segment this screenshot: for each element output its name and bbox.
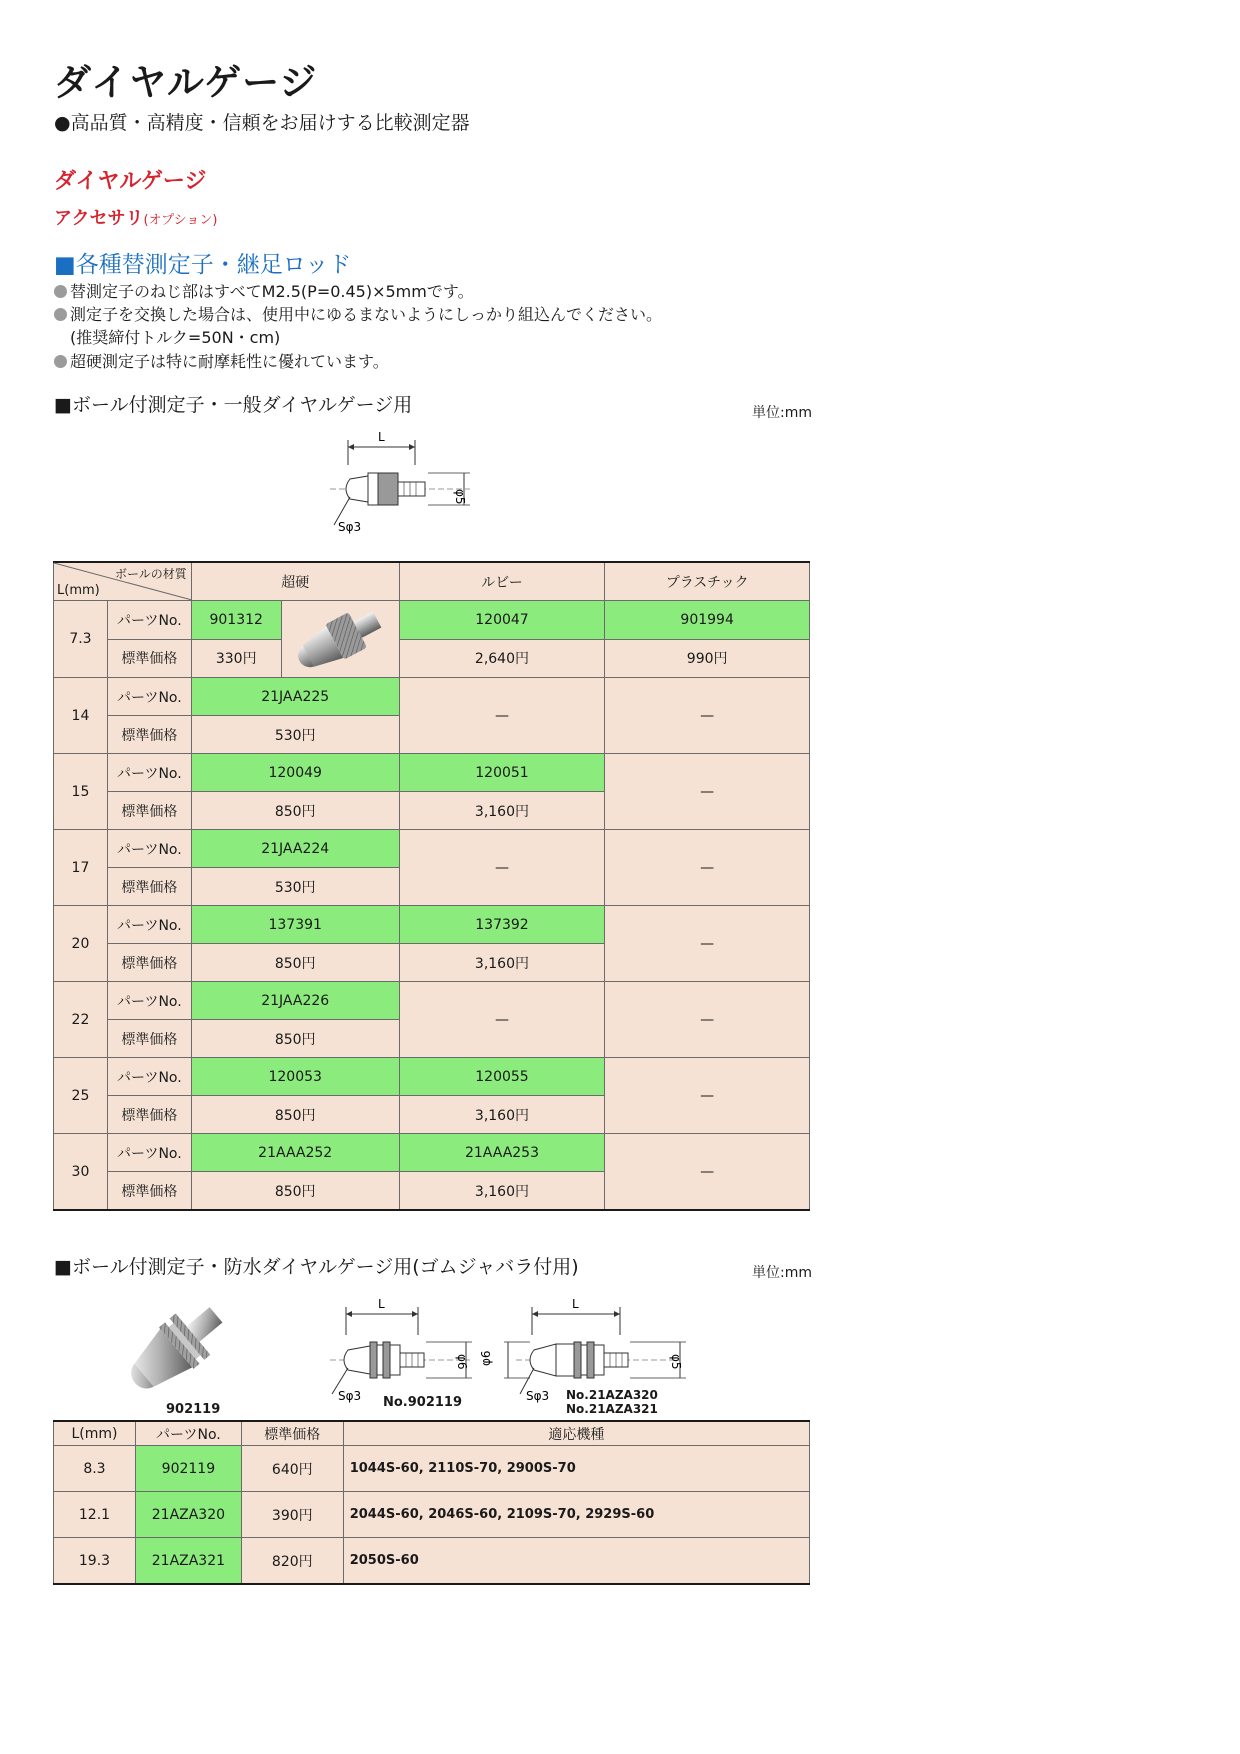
dim-l-label: L — [378, 1297, 385, 1311]
header-part: パーツNo. — [135, 1421, 241, 1446]
part-number: 21AZA321 — [135, 1538, 241, 1585]
caption-21aza321: No.21AZA321 — [566, 1402, 658, 1416]
table-row — [54, 982, 810, 1020]
l-value: 7.3 — [54, 601, 108, 678]
dash-cell: — — [399, 830, 605, 906]
part-number: 120051 — [399, 754, 605, 792]
part-number: 21JAA225 — [191, 678, 399, 716]
part-label: パーツNo. — [107, 830, 191, 868]
l-value: 17 — [54, 830, 108, 906]
part-number: 901312 — [191, 601, 281, 640]
bullet-icon — [54, 285, 67, 298]
models: 2050S-60 — [343, 1538, 809, 1585]
part-number: 21JAA226 — [191, 982, 399, 1020]
dim-phi6-left-label: φ6 — [479, 1350, 493, 1366]
caption-21aza320: No.21AZA320 — [566, 1388, 658, 1402]
table-row — [54, 1446, 810, 1492]
price: 530円 — [191, 716, 399, 754]
header-models: 適応機種 — [343, 1421, 809, 1446]
part-label: パーツNo. — [107, 754, 191, 792]
part-label: パーツNo. — [107, 906, 191, 944]
waterproof-table — [53, 1420, 810, 1585]
price-label: 標準価格 — [107, 944, 191, 982]
dash-cell: — — [399, 678, 605, 754]
stylus-photo — [281, 601, 399, 678]
price: 390円 — [241, 1492, 343, 1538]
table-row — [54, 639, 810, 678]
header-ruby: ルビー — [399, 562, 605, 601]
table-header-row — [54, 1421, 810, 1446]
accessory-label: アクセサリ — [54, 208, 144, 229]
l-value: 12.1 — [54, 1492, 136, 1538]
dim-s3-label: Sφ3 — [338, 1389, 362, 1403]
page-subtitle: ●高品質・高精度・信頼をお届けする比較測定器 — [54, 112, 470, 134]
part-number: 21AZA320 — [135, 1492, 241, 1538]
dash-cell: — — [605, 1058, 810, 1134]
dim-s3-label: Sφ3 — [338, 520, 362, 534]
price-label: 標準価格 — [107, 792, 191, 830]
l-value: 8.3 — [54, 1446, 136, 1492]
dim-phi5-label: φ5 — [453, 489, 467, 505]
price-label: 標準価格 — [107, 868, 191, 906]
l-value: 20 — [54, 906, 108, 982]
price: 990円 — [605, 639, 810, 678]
part-label: パーツNo. — [107, 982, 191, 1020]
l-value: 30 — [54, 1134, 108, 1211]
price: 640円 — [241, 1446, 343, 1492]
l-value: 15 — [54, 754, 108, 830]
header-price: 標準価格 — [241, 1421, 343, 1446]
part-number: 21AAA253 — [399, 1134, 605, 1172]
header-carbide: 超硬 — [191, 562, 399, 601]
note-3: (推奨締付トルク=50N・cm) — [70, 328, 281, 347]
part-number: 120047 — [399, 601, 605, 640]
table-row — [54, 678, 810, 716]
l-value: 22 — [54, 982, 108, 1058]
header-l: L(mm) — [57, 583, 100, 598]
price: 820円 — [241, 1538, 343, 1585]
dim-s3-label: Sφ3 — [526, 1389, 550, 1403]
stylus-diagram — [320, 425, 490, 540]
part-number: 120055 — [399, 1058, 605, 1096]
part-number: 902119 — [135, 1446, 241, 1492]
header-l: L(mm) — [54, 1421, 136, 1446]
dash-cell: — — [605, 678, 810, 754]
header-plastic: プラスチック — [605, 562, 810, 601]
table-header-row — [54, 562, 810, 601]
dash-cell: — — [605, 754, 810, 830]
note-1: 替測定子のねじ部はすべてM2.5(P=0.45)×5mmです。 — [54, 279, 474, 302]
header-diagonal-cell — [54, 562, 192, 601]
table-row — [54, 754, 810, 792]
dash-cell: — — [605, 830, 810, 906]
table-row — [54, 601, 810, 640]
accessory-heading — [54, 204, 217, 230]
section2-heading: ■ボール付測定子・防水ダイヤルゲージ用(ゴムジャバラ付用) — [54, 1256, 579, 1278]
dim-phi6-label: φ6 — [455, 1354, 469, 1370]
part-number: 21AAA252 — [191, 1134, 399, 1172]
price: 3,160円 — [399, 792, 605, 830]
part-label: パーツNo. — [107, 1134, 191, 1172]
price: 850円 — [191, 1020, 399, 1058]
dim-l-label: L — [378, 430, 385, 444]
bullet-icon — [54, 355, 67, 368]
price: 850円 — [191, 944, 399, 982]
dash-cell: — — [605, 982, 810, 1058]
price: 3,160円 — [399, 944, 605, 982]
price-label: 標準価格 — [107, 1096, 191, 1134]
photo-label: 902119 — [166, 1402, 221, 1417]
part-label: パーツNo. — [107, 1058, 191, 1096]
part-number: 120049 — [191, 754, 399, 792]
section-heading: ■各種替測定子・継足ロッド — [54, 252, 352, 278]
table-row — [54, 1538, 810, 1585]
category-heading: ダイヤルゲージ — [54, 169, 207, 194]
caption-21aza — [566, 1388, 658, 1416]
price-label: 標準価格 — [107, 1172, 191, 1211]
part-number: 137391 — [191, 906, 399, 944]
section1-unit: 単位:mm — [752, 405, 812, 421]
dim-l-label: L — [572, 1297, 579, 1311]
models: 1044S-60, 2110S-70, 2900S-70 — [343, 1446, 809, 1492]
price: 530円 — [191, 868, 399, 906]
part-number: 21JAA224 — [191, 830, 399, 868]
caption-902119: No.902119 — [383, 1395, 463, 1410]
price: 850円 — [191, 792, 399, 830]
part-number: 137392 — [399, 906, 605, 944]
waterproof-stylus-photo — [115, 1290, 245, 1400]
l-value: 19.3 — [54, 1538, 136, 1585]
dash-cell: — — [605, 906, 810, 982]
models: 2044S-60, 2046S-60, 2109S-70, 2929S-60 — [343, 1492, 809, 1538]
note-4: 超硬測定子は特に耐摩耗性に優れています。 — [54, 349, 389, 372]
dash-cell: — — [399, 982, 605, 1058]
price: 330円 — [191, 639, 281, 678]
part-label: パーツNo. — [107, 601, 191, 640]
table-row — [54, 906, 810, 944]
table-row — [54, 1058, 810, 1096]
diagram-902119 — [322, 1290, 482, 1410]
part-label: パーツNo. — [107, 678, 191, 716]
note-2: 測定子を交換した場合は、使用中にゆるまないようにしっかり組込んでください。 — [54, 302, 662, 325]
price-label: 標準価格 — [107, 639, 191, 678]
price: 850円 — [191, 1096, 399, 1134]
price-label: 標準価格 — [107, 716, 191, 754]
dash-cell: — — [605, 1134, 810, 1211]
table-row — [54, 1492, 810, 1538]
table-row — [54, 830, 810, 868]
price: 3,160円 — [399, 1172, 605, 1211]
price: 2,640円 — [399, 639, 605, 678]
table-row — [54, 1134, 810, 1172]
section2-unit: 単位:mm — [752, 1265, 812, 1281]
part-number: 120053 — [191, 1058, 399, 1096]
header-material: ボールの材質 — [115, 567, 187, 581]
l-value: 25 — [54, 1058, 108, 1134]
section1-heading: ■ボール付測定子・一般ダイヤルゲージ用 — [54, 394, 413, 416]
bullet-icon — [54, 308, 67, 321]
price: 850円 — [191, 1172, 399, 1211]
stylus-table — [53, 561, 810, 1211]
part-number: 901994 — [605, 601, 810, 640]
accessory-note: (オプション) — [143, 213, 218, 228]
price: 3,160円 — [399, 1096, 605, 1134]
l-value: 14 — [54, 678, 108, 754]
page-title: ダイヤルゲージ — [54, 61, 318, 104]
dim-phi5-label: φ5 — [669, 1354, 683, 1370]
price-label: 標準価格 — [107, 1020, 191, 1058]
